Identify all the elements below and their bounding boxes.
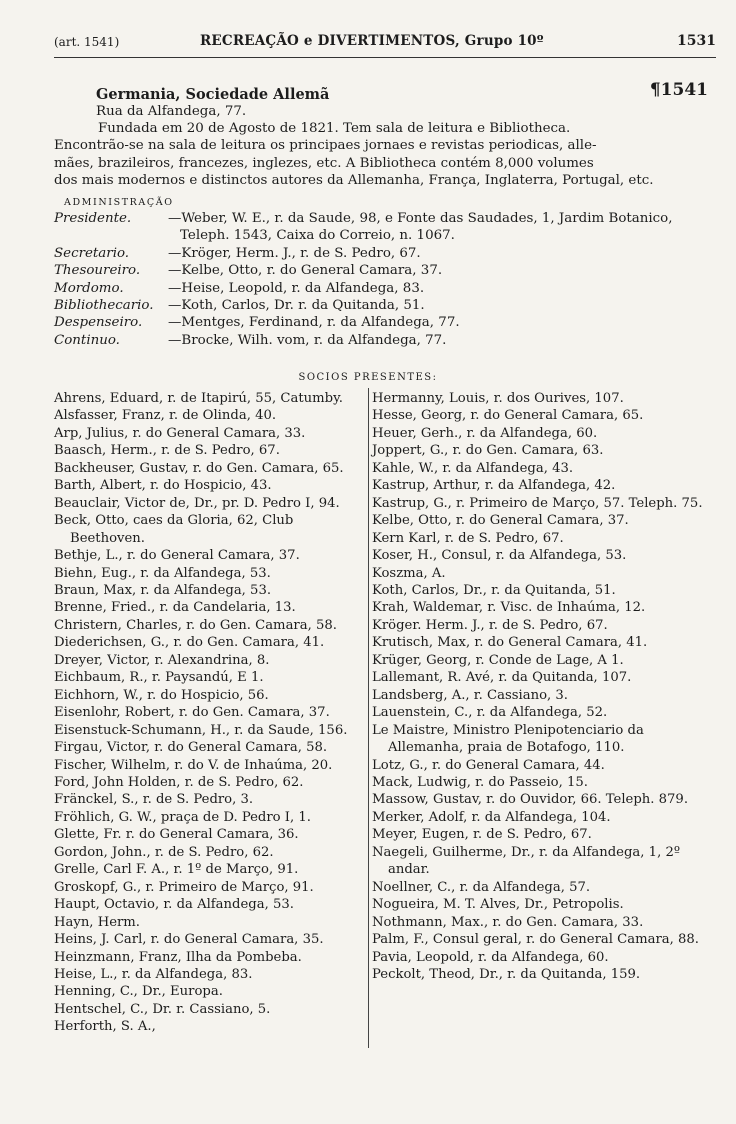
admin-role: Continuo. — [54, 332, 120, 348]
member-entry: Lotz, G., r. do General Camara, 44. — [372, 757, 605, 773]
member-entry: Kastrup, Arthur, r. da Alfandega, 42. — [372, 478, 616, 494]
member-entry: Heuer, Gerh., r. da Alfandega, 60. — [372, 425, 598, 441]
member-entry: Peckolt, Theod, Dr., r. da Quitanda, 159. — [372, 966, 641, 982]
admin-row — [54, 262, 720, 279]
member-entry: Arp, Julius, r. do General Camara, 33. — [54, 425, 306, 441]
member-entry: Koser, H., Consul, r. da Alfandega, 53. — [372, 548, 627, 564]
member-entry: Pavia, Leopold, r. da Alfandega, 60. — [372, 949, 609, 965]
member-entry: Hesse, Georg, r. do General Camara, 65. — [372, 408, 644, 424]
member-entry: Ford, John Holden, r. de S. Pedro, 62. — [54, 774, 304, 790]
admin-name: —Heise, Leopold, r. da Alfandega, 83. — [168, 280, 425, 296]
entry-number-value: 1541 — [660, 80, 708, 100]
member-entry: Heise, L., r. da Alfandega, 83. — [54, 966, 253, 982]
member-entry: Fröhlich, G. W., praça de D. Pedro I, 1. — [54, 809, 311, 825]
description-line: Encontrão-se na sala de leitura os principaes jornaes e revistas periodicas, alle- — [54, 138, 597, 154]
society-name: Germania, Sociedade Allemã — [96, 86, 330, 103]
member-entry: Ahrens, Eduard, r. de Itapirú, 55, Catumby. — [54, 391, 343, 406]
section-title: RECREAÇÃO e DIVERTIMENTOS, Grupo 10º — [200, 33, 544, 49]
description-line: dos mais modernos e distinctos autores da Allemanha, França, Inglaterra, Portugal, etc. — [54, 173, 654, 189]
admin-name: —Kröger, Herm. J., r. de S. Pedro, 67. — [168, 245, 421, 261]
admin-row — [54, 332, 720, 349]
member-entry: Landsberg, A., r. Cassiano, 3. — [372, 687, 569, 703]
member-entry: Merker, Adolf, r. da Alfandega, 104. — [372, 809, 611, 825]
member-entry: Grelle, Carl F. A., r. 1º de Março, 91. — [54, 862, 299, 878]
member-entry: Lauenstein, C., r. da Alfandega, 52. — [372, 705, 608, 721]
member-entry: Nogueira, M. T. Alves, Dr., Petropolis. — [372, 897, 624, 913]
member-entry: Bethje, L., r. do General Camara, 37. — [54, 548, 300, 564]
member-entry: Barth, Albert, r. do Hospicio, 43. — [54, 478, 272, 494]
member-entry: Beck, Otto, caes da Gloria, 62, Club Beethoven. — [54, 513, 294, 546]
member-entry: Eichhorn, W., r. do Hospicio, 56. — [54, 687, 269, 703]
member-entry: Brenne, Fried., r. da Candelaria, 13. — [54, 600, 296, 616]
member-entry: Krah, Waldemar, r. Visc. de Inhaúma, 12. — [372, 600, 646, 616]
member-entry: Braun, Max, r. da Alfandega, 53. — [54, 582, 272, 598]
member-entry: Fränckel, S., r. de S. Pedro, 3. — [54, 792, 254, 808]
member-entry: Hentschel, C., Dr. r. Cassiano, 5. — [54, 1001, 271, 1017]
member-entry: Palm, F., Consul geral, r. do General Camara, 88. — [372, 932, 699, 948]
admin-role: Secretario. — [54, 245, 130, 261]
member-entry: Beauclair, Victor de, Dr., pr. D. Pedro I, 94. — [54, 495, 340, 511]
member-entry: Hayn, Herm. — [54, 914, 140, 930]
page-number: 1531 — [677, 33, 716, 49]
member-entry: Heinzmann, Franz, Ilha da Pombeba. — [54, 949, 302, 965]
member-entry: Mack, Ludwig, r. do Passeio, 15. — [372, 774, 588, 790]
member-entry: Biehn, Eug., r. da Alfandega, 53. — [54, 565, 271, 581]
member-entry: Kahle, W., r. da Alfandega, 43. — [372, 460, 574, 476]
member-entry: Le Maistre, Ministro Plenipotenciario da Allemanha, praia de Botafogo, 110. — [372, 722, 644, 756]
administration-list — [54, 210, 720, 349]
member-entry: Eisenstuck-Schumann, H., r. da Saude, 156. — [54, 722, 348, 738]
member-entry: Kelbe, Otto, r. do General Camara, 37. — [372, 513, 629, 529]
member-entry: Henning, C., Dr., Europa. — [54, 984, 223, 1000]
member-entry: Haupt, Octavio, r. da Alfandega, 53. — [54, 897, 294, 913]
member-entry: Eichbaum, R., r. Paysandú, E 1. — [54, 670, 264, 686]
admin-role: Thesoureiro. — [54, 263, 141, 279]
admin-role: Bibliothecario. — [54, 298, 154, 314]
member-entry: Kastrup, G., r. Primeiro de Março, 57. Teleph. 75. — [372, 495, 703, 511]
member-entry: Backheuser, Gustav, r. do Gen. Camara, 65. — [54, 460, 344, 476]
member-entry: Christern, Charles, r. do Gen. Camara, 58. — [54, 617, 337, 633]
society-description — [54, 120, 718, 190]
member-entry: Groskopf, G., r. Primeiro de Março, 91. — [54, 879, 314, 895]
member-entry: Hermanny, Louis, r. dos Ourives, 107. — [372, 391, 624, 406]
header-rule — [54, 57, 716, 58]
member-entry: Naegeli, Guilherme, Dr., r. da Alfandega, 1, 2º andar. — [372, 844, 681, 878]
article-reference: (art. 1541) — [54, 35, 120, 49]
member-entry: Noellner, C., r. da Alfandega, 57. — [372, 879, 591, 895]
admin-role: Despenseiro. — [54, 315, 143, 331]
member-entry: Massow, Gustav, r. do Ouvidor, 66. Teleph. 879. — [372, 792, 689, 808]
admin-row — [54, 280, 720, 297]
members-column-left — [54, 390, 366, 1036]
member-entry: Eisenlohr, Robert, r. do Gen. Camara, 37. — [54, 705, 330, 721]
member-entry: Gordon, John., r. de S. Pedro, 62. — [54, 844, 274, 860]
society-address: Rua da Alfandega, 77. — [96, 104, 247, 119]
admin-row — [54, 297, 720, 314]
member-entry: Baasch, Herm., r. de S. Pedro, 67. — [54, 443, 280, 459]
admin-row — [54, 314, 720, 331]
member-entry: Diederichsen, G., r. do Gen. Camara, 41. — [54, 635, 325, 651]
admin-name: —Brocke, Wilh. vom, r. da Alfandega, 77. — [168, 332, 447, 348]
admin-row — [54, 210, 720, 245]
member-entry: Alsfasser, Franz, r. de Olinda, 40. — [54, 408, 277, 424]
member-entry: Kern Karl, r. de S. Pedro, 67. — [372, 530, 564, 546]
column-divider — [368, 388, 369, 1048]
description-line: Fundada em 20 de Agosto de 1821. Tem sala de leitura e Bibliotheca. — [98, 121, 571, 136]
administration-label: ADMINISTRAÇÃO — [64, 197, 174, 208]
member-entry: Nothmann, Max., r. do Gen. Camara, 33. — [372, 914, 644, 930]
admin-name: —Kelbe, Otto, r. do General Camara, 37. — [168, 263, 443, 279]
members-label: SOCIOS PRESENTES: — [298, 372, 438, 383]
member-entry: Meyer, Eugen, r. de S. Pedro, 67. — [372, 827, 592, 843]
member-entry: Dreyer, Victor, r. Alexandrina, 8. — [54, 652, 270, 668]
admin-name: —Koth, Carlos, Dr. r. da Quitanda, 51. — [168, 298, 425, 314]
member-entry: Joppert, G., r. do Gen. Camara, 63. — [372, 443, 604, 459]
member-entry: Fischer, Wilhelm, r. do V. de Inhaúma, 20. — [54, 757, 333, 773]
member-entry: Krutisch, Max, r. do General Camara, 41. — [372, 635, 648, 651]
members-column-right — [372, 390, 718, 983]
member-entry: Koth, Carlos, Dr., r. da Quitanda, 51. — [372, 582, 616, 598]
member-entry: Koszma, A. — [372, 565, 446, 581]
member-entry: Lallemant, R. Avé, r. da Quitanda, 107. — [372, 670, 632, 686]
running-header — [54, 33, 716, 55]
admin-name: —Weber, W. E., r. da Saude, 98, e Fonte das Saudades, 1, Jardim Botanico, Teleph. 1543, Caixa do Correio, n. 1067. — [168, 211, 673, 244]
member-entry: Kröger. Herm. J., r. de S. Pedro, 67. — [372, 617, 608, 633]
member-entry: Glette, Fr. r. do General Camara, 36. — [54, 827, 299, 843]
admin-role: Presidente. — [54, 211, 132, 226]
admin-name: —Mentges, Ferdinand, r. da Alfandega, 77. — [168, 315, 460, 331]
entry-number: ¶1541 — [649, 80, 708, 100]
member-entry: Firgau, Victor, r. do General Camara, 58. — [54, 740, 328, 756]
admin-row — [54, 245, 720, 262]
admin-role: Mordomo. — [54, 280, 124, 296]
description-line: mães, brazileiros, francezes, inglezes, etc. A Bibliotheca contém 8,000 volumes — [54, 155, 594, 171]
member-entry: Krüger, Georg, r. Conde de Lage, A 1. — [372, 652, 624, 668]
member-entry: Herforth, S. A., — [54, 1019, 156, 1035]
member-entry: Heins, J. Carl, r. do General Camara, 35. — [54, 932, 324, 948]
